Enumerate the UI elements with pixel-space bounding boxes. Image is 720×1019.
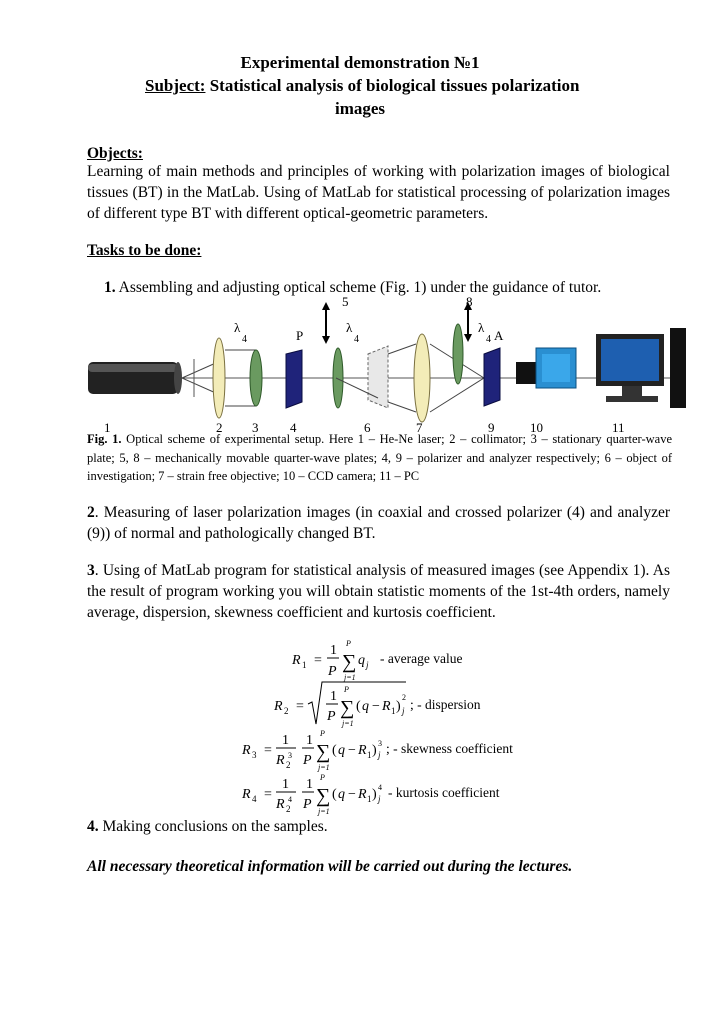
svg-text:1: 1 xyxy=(282,777,289,792)
svg-text:3: 3 xyxy=(378,739,382,748)
svg-text:P: P xyxy=(303,797,312,812)
svg-text:2: 2 xyxy=(402,693,406,702)
svg-text:q: q xyxy=(358,653,365,668)
figure-caption-label: Fig. 1. xyxy=(87,432,122,446)
objects-text: Learning of main methods and principles of working with polarization images of biological tissues (BT) in the MatLab. Using of MatLab for statistical processing of polarization images of different type BT with different optical-geometric parameters. xyxy=(87,163,670,222)
svg-text:−: − xyxy=(348,787,356,802)
svg-text:1: 1 xyxy=(302,660,307,670)
svg-text:=: = xyxy=(264,743,272,758)
subject-line xyxy=(145,75,665,97)
svg-text:1: 1 xyxy=(282,733,289,748)
svg-text:−: − xyxy=(348,743,356,758)
svg-text:∑: ∑ xyxy=(316,741,331,763)
svg-text:4: 4 xyxy=(252,794,257,804)
eq4-label: - kurtosis coefficient xyxy=(388,785,500,800)
ccd-camera-icon xyxy=(516,348,576,388)
svg-text:−: − xyxy=(372,699,380,714)
quarter-label-5: 4 xyxy=(354,334,359,345)
subject-text-cont: images xyxy=(334,99,386,118)
label-10: 10 xyxy=(530,420,543,434)
svg-text:R: R xyxy=(292,653,301,668)
analyzer-label: A xyxy=(494,328,504,343)
equations xyxy=(230,638,570,818)
svg-text:1: 1 xyxy=(330,643,337,658)
svg-text:=: = xyxy=(296,699,304,714)
tasks-heading: Tasks to be done: xyxy=(87,242,202,259)
quarter-wave-plate-3 xyxy=(250,350,262,406)
svg-text:2: 2 xyxy=(286,760,291,770)
objective-7 xyxy=(414,334,430,422)
lambda-label-8: λ xyxy=(478,320,485,335)
polarizer-4 xyxy=(286,350,302,408)
label-1: 1 xyxy=(104,420,111,434)
svg-text:P: P xyxy=(303,753,312,768)
svg-text:R: R xyxy=(358,743,367,758)
analyzer-9 xyxy=(484,348,500,406)
label-11: 11 xyxy=(612,420,625,434)
svg-text:): ) xyxy=(396,699,401,714)
pc-icon xyxy=(596,328,686,408)
eq2-label: ; - dispersion xyxy=(410,697,481,712)
svg-text:1: 1 xyxy=(306,733,313,748)
svg-text:3: 3 xyxy=(288,751,292,760)
svg-text:j=1: j=1 xyxy=(342,719,354,728)
movable-plate-5 xyxy=(333,348,343,408)
subject-text: Statistical analysis of biological tissues polarization xyxy=(209,76,580,95)
label-6: 6 xyxy=(364,420,371,434)
svg-text:(: ( xyxy=(332,787,337,802)
object-6 xyxy=(368,346,388,408)
quarter-label-3: 4 xyxy=(242,334,247,345)
svg-text:∑: ∑ xyxy=(342,651,357,673)
svg-text:(: ( xyxy=(332,743,337,758)
svg-text:q: q xyxy=(338,743,345,758)
svg-text:j=1: j=1 xyxy=(318,807,330,816)
task-4-text: Making conclusions on the samples. xyxy=(102,818,328,835)
svg-text:R: R xyxy=(276,753,285,768)
svg-text:=: = xyxy=(264,787,272,802)
svg-text:P: P xyxy=(346,639,351,648)
svg-text:j=1: j=1 xyxy=(318,763,330,772)
polarizer-label: P xyxy=(296,328,304,343)
svg-text:P: P xyxy=(320,773,325,782)
svg-text:P: P xyxy=(320,729,325,738)
svg-text:j: j xyxy=(402,706,405,716)
svg-text:1: 1 xyxy=(330,689,337,704)
svg-text:j=1: j=1 xyxy=(344,673,356,682)
svg-text:R: R xyxy=(242,743,251,758)
task-1-text: Assembling and adjusting optical scheme (Fig. 1) under the guidance of tutor. xyxy=(118,279,602,296)
footer-note: All necessary theoretical information will be carried out during the lectures. xyxy=(87,858,573,875)
svg-text:q: q xyxy=(338,787,345,802)
svg-text:(: ( xyxy=(356,699,361,714)
task-1-number: 1. xyxy=(104,279,116,296)
svg-text:∑: ∑ xyxy=(316,785,331,807)
label-4: 4 xyxy=(290,420,297,434)
svg-text:∑: ∑ xyxy=(340,697,355,719)
svg-text:q: q xyxy=(362,699,369,714)
subject-label: Subject: xyxy=(145,76,206,95)
objects-heading: Objects: xyxy=(87,145,143,162)
task-4-number: 4. xyxy=(87,818,99,835)
eq1-label: - average value xyxy=(380,651,463,666)
label-9: 9 xyxy=(488,420,495,434)
svg-text:P: P xyxy=(344,685,349,694)
task-2-text: . Measuring of laser polarization images (in coaxial and crossed polarizer (4) and analyzer (9)) of normal and pathologically changed BT. xyxy=(87,504,670,542)
svg-text:P: P xyxy=(327,709,336,724)
optical-scheme-figure xyxy=(86,294,686,434)
laser-icon xyxy=(88,362,182,394)
svg-text:R: R xyxy=(382,699,391,714)
svg-text:4: 4 xyxy=(378,783,382,792)
svg-text:1: 1 xyxy=(391,706,396,716)
task-2-number: 2 xyxy=(87,504,95,521)
svg-text:1: 1 xyxy=(367,794,372,804)
document-title: Experimental demonstration №1 xyxy=(240,53,480,72)
svg-text:2: 2 xyxy=(284,706,289,716)
svg-text:j: j xyxy=(378,794,381,804)
collimator-lens xyxy=(213,338,225,418)
svg-text:R: R xyxy=(242,787,251,802)
svg-text:P: P xyxy=(328,664,337,679)
svg-text:R: R xyxy=(274,699,283,714)
task-4 xyxy=(87,816,670,837)
label-3: 3 xyxy=(252,420,259,434)
label-5: 5 xyxy=(342,294,349,309)
svg-text:1: 1 xyxy=(367,750,372,760)
lambda-label-5: λ xyxy=(346,320,353,335)
label-2: 2 xyxy=(216,420,223,434)
svg-text:3: 3 xyxy=(252,750,257,760)
svg-text:): ) xyxy=(372,743,377,758)
svg-text:4: 4 xyxy=(288,795,292,804)
task-3 xyxy=(87,560,670,623)
task-3-number: 3 xyxy=(87,562,95,579)
quarter-label-8: 4 xyxy=(486,334,491,345)
svg-text:j: j xyxy=(366,660,369,670)
movable-plate-8 xyxy=(453,324,463,384)
svg-text:R: R xyxy=(276,797,285,812)
lambda-label-3: λ xyxy=(234,320,241,335)
svg-text:j: j xyxy=(378,750,381,760)
figure-caption-text: Optical scheme of experimental setup. Here 1 – He-Ne laser; 2 – collimator; 3 – stationary quarter-wave plate; 5, 8 – mechanically movable quarter-wave plates; 4, 9 – polarizer and analyzer respectively; 6 – object of investigation; 7 – strain free objective; 10 – CCD camera; 11 – PC xyxy=(87,432,673,483)
figure-caption xyxy=(87,430,672,486)
label-8: 8 xyxy=(466,294,473,309)
task-2 xyxy=(87,502,670,544)
svg-text:=: = xyxy=(314,653,322,668)
task-3-text: . Using of MatLab program for statistical analysis of measured images (see Appendix 1). As the result of program working you will obtain statistic moments of the 1st-4th orders, namely average, dispersion, skewness coefficient and kurtosis coefficient. xyxy=(87,562,670,621)
eq3-label: ; - skewness coefficient xyxy=(386,741,513,756)
svg-text:2: 2 xyxy=(286,804,291,814)
label-7: 7 xyxy=(416,420,423,434)
svg-text:R: R xyxy=(358,787,367,802)
svg-text:): ) xyxy=(372,787,377,802)
svg-text:1: 1 xyxy=(306,777,313,792)
